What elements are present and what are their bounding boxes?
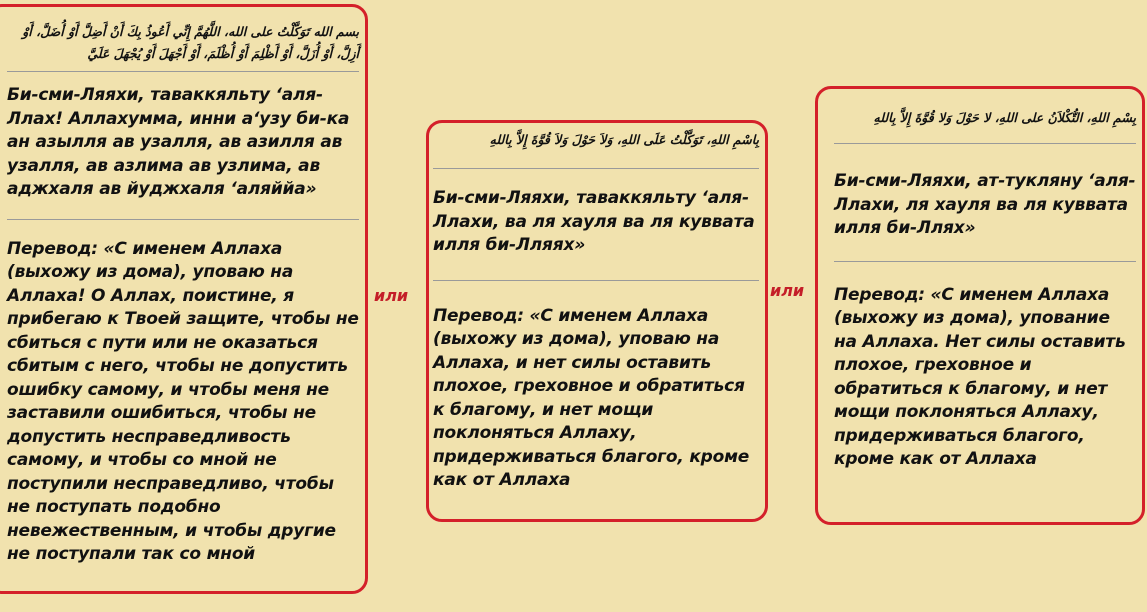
dua-card-1 — [0, 4, 368, 594]
divider — [834, 261, 1136, 262]
divider — [7, 219, 359, 220]
divider — [7, 71, 359, 72]
divider — [433, 280, 759, 281]
dua-card-2 — [426, 120, 768, 522]
arabic-text: بسم الله تَوَكَّلْتُ على الله، اللَّهُمَّ إِنِّي أَعُوذُ بِكَ أَنْ أَضِلَّ أَوْ أُضَلَّ، أَوْ أَزِلَّ، أَوْ أُزَلَّ، أَوْ أَظْلِمَ أَوْ أُظْلَمَ، أَوْ أَجْهَلَ أَوْ يُجْهَلَ عَلَيَّ — [22, 24, 359, 61]
separator-ili-2: или — [770, 281, 805, 300]
transliteration-text: Би-сми-Ляяхи, таваккяльту ‘аля-Ллах! Аллахумма, инни а‘узу би-ка ан азылля ав узалля, ав азилля ав узалля, ав азлима ав узлима, ав аджхаля ав йуджхаля ‘аляййа» — [7, 85, 350, 199]
arabic-text: بِسْمِ اللهِ، التُّكْلاَنُ على اللهِ، لا حَوْلَ وَلا قُوَّةَ إِلاَّ بِاللهِ — [873, 110, 1136, 125]
transliteration-text: Би-сми-Ляяхи, таваккяльту ‘аля-Ллахи, ва ля хауля ва ля куввата илля би-Лляях» — [433, 188, 755, 255]
divider — [834, 143, 1136, 144]
divider — [433, 168, 759, 169]
separator-ili-1: или — [374, 286, 409, 305]
translation-text: Перевод: «С именем Аллаха (выхожу из дома), упование на Аллаха. Нет силы оставить плохое, греховное и обратиться к благому, и нет мощи поклоняться Аллаху, придерживаться благого, кроме как от Аллаха — [834, 284, 1126, 469]
transliteration-text: Би-сми-Ляяхи, ат-тукляну ‘аля-Ллахи, ля хауля ва ля куввата илля би-Ллях» — [834, 171, 1136, 238]
dua-card-3 — [815, 86, 1145, 525]
arabic-text: بِاسْمِ اللهِ، تَوَكَّلْتُ عَلَى اللهِ، وَلاَ حَوْلَ وَلاَ قُوَّةَ إِلاَّ بِاللهِ — [489, 132, 759, 147]
translation-text: Перевод: «С именем Аллаха (выхожу из дома), уповаю на Аллаха, и нет силы оставить плохое, греховное и обратиться к благому, и нет мощи поклоняться Аллаху, придерживаться благого, кроме как от Аллаха — [433, 305, 750, 490]
translation-text: Перевод: «С именем Аллаха (выхожу из дома), уповаю на Аллаха! О Аллах, поистине, я прибегаю к Твоей защите, чтобы не сбиться с пути или не оказаться сбитым с него, чтобы не допустить ошибку самому, и чтобы меня не заставили ошибиться, чтобы не допустить несправедливость самому, и чтобы со мной не поступили несправедливо, чтобы не поступать подобно невежественным, и чтобы другие не поступали так со мной — [7, 238, 359, 564]
